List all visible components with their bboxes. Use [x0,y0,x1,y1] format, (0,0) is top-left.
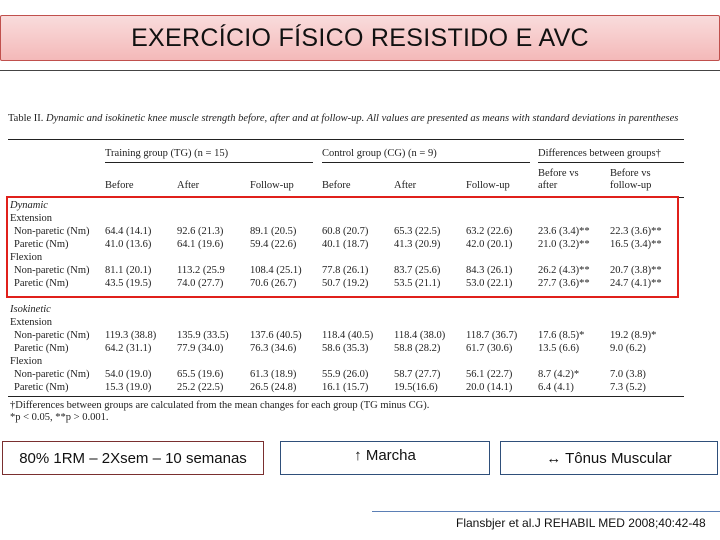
table-cell: 64.4 (14.1) [105,226,152,237]
row-label: Paretic (Nm) [14,382,69,393]
table-cell: 56.1 (22.7) [466,369,513,380]
group-header-tg: Training group (TG) (n = 15) [105,148,229,159]
row-label: Paretic (Nm) [14,278,69,289]
table-cell: 53.5 (21.1) [394,278,441,289]
table-cell: 70.6 (26.7) [250,278,297,289]
row-label: Non-paretic (Nm) [14,226,90,237]
group-rule-diff [538,162,684,163]
group-header-diff: Differences between groups† [538,148,661,159]
table-cell: 58.6 (35.3) [322,343,369,354]
table-cell: 118.7 (36.7) [466,330,518,341]
col-header-diff-before-followup-1: Before vs [610,168,651,179]
table-cell: 119.3 (38.8) [105,330,157,341]
table-cell: 13.5 (6.6) [538,343,580,354]
table-cell: 23.6 (3.4)** [538,226,590,237]
table-cell: 7.3 (5.2) [610,382,646,393]
table-cell: 25.2 (22.5) [177,382,224,393]
col-header-tg-after: After [177,180,200,191]
table-cell: 59.4 (22.6) [250,239,297,250]
title-divider [0,70,720,71]
table-cell: 19.2 (8.9)* [610,330,657,341]
section-isokinetic-extension: Extension [10,317,52,328]
gait-text: ↑ Marcha [354,447,416,464]
section-dynamic-flexion: Flexion [10,252,43,263]
table-cell: 113.2 (25.9 [177,265,225,276]
table-cell: 64.2 (31.1) [105,343,152,354]
table-cell: 21.0 (3.2)** [538,239,590,250]
slide-title-box [0,15,720,61]
table-cell: 41.3 (20.9) [394,239,441,250]
table-cell: 135.9 (33.5) [177,330,229,341]
table-cell: 43.5 (19.5) [105,278,152,289]
table-cell: 118.4 (38.0) [394,330,446,341]
table-cell: 15.3 (19.0) [105,382,152,393]
table-cell: 92.6 (21.3) [177,226,224,237]
table-cell: 81.1 (20.1) [105,265,152,276]
group-rule-cg [322,162,530,163]
table-cell: 60.8 (20.7) [322,226,369,237]
table-cell: 61.7 (30.6) [466,343,513,354]
table-cell: 74.0 (27.7) [177,278,224,289]
table-cell: 76.3 (34.6) [250,343,297,354]
table-cell: 26.2 (4.3)** [538,265,590,276]
section-isokinetic-flexion: Flexion [10,356,43,367]
table-cell: 83.7 (25.6) [394,265,441,276]
table-top-rule [8,139,684,140]
tone-text: ↔ Tônus Muscular [546,449,672,467]
table-cell: 84.3 (26.1) [466,265,513,276]
gait-box [280,441,490,475]
table-bottom-rule [8,396,684,397]
table-cell: 89.1 (20.5) [250,226,297,237]
table-cell: 9.0 (6.2) [610,343,646,354]
table-cell: 27.7 (3.6)** [538,278,590,289]
table-cell: 19.5(16.6) [394,382,438,393]
row-label: Paretic (Nm) [14,239,69,250]
table-cell: 41.0 (13.6) [105,239,152,250]
results-table [0,108,690,430]
table-cell: 42.0 (20.1) [466,239,513,250]
row-label: Non-paretic (Nm) [14,369,90,380]
table-caption-text: Dynamic and isokinetic knee muscle strength before, after and at follow-up. All values are presented as means with standard deviations in parentheses [46,113,679,124]
table-cell: 58.8 (28.2) [394,343,441,354]
table-cell: 118.4 (40.5) [322,330,374,341]
table-cell: 6.4 (4.1) [538,382,574,393]
table-cell: 77.9 (34.0) [177,343,224,354]
table-cell: 61.3 (18.9) [250,369,297,380]
section-dynamic: Dynamic [10,200,48,211]
table-cell: 26.5 (24.8) [250,382,297,393]
table-cell: 64.1 (19.6) [177,239,224,250]
table-cell: 20.0 (14.1) [466,382,513,393]
table-cell: 7.0 (3.8) [610,369,646,380]
reference-citation: Flansbjer et al.J REHABIL MED 2008;40:42-48 [456,516,706,530]
table-cell: 17.6 (8.5)* [538,330,585,341]
footnote-significance: *p < 0.05, **p > 0.001. [10,412,109,423]
table-cell: 108.4 (25.1) [250,265,302,276]
protocol-box [2,441,264,475]
col-header-tg-before: Before [105,180,134,191]
section-dynamic-extension: Extension [10,213,52,224]
table-cell: 65.5 (19.6) [177,369,224,380]
table-cell: 54.0 (19.0) [105,369,152,380]
tone-box [500,441,718,475]
group-rule-tg [105,162,313,163]
table-cell: 77.8 (26.1) [322,265,369,276]
col-header-cg-after: After [394,180,417,191]
row-label: Paretic (Nm) [14,343,69,354]
table-cell: 63.2 (22.6) [466,226,513,237]
reference-divider [372,511,720,512]
table-cell: 65.3 (22.5) [394,226,441,237]
table-cell: 50.7 (19.2) [322,278,369,289]
table-cell: 22.3 (3.6)** [610,226,662,237]
table-caption [8,113,684,125]
table-cell: 53.0 (22.1) [466,278,513,289]
slide-title: EXERCÍCIO FÍSICO RESISTIDO E AVC [131,23,589,52]
table-cell: 8.7 (4.2)* [538,369,580,380]
table-caption-label: Table II. [8,113,44,124]
table-cell: 16.5 (3.4)** [610,239,662,250]
footnote-differences: †Differences between groups are calculated from the mean changes for each group (TG minus CG). [10,400,430,411]
table-cell: 137.6 (40.5) [250,330,302,341]
col-header-diff-before-followup-2: follow-up [610,180,652,191]
row-label: Non-paretic (Nm) [14,330,90,341]
table-cell: 24.7 (4.1)** [610,278,662,289]
col-header-cg-followup: Follow-up [466,180,510,191]
col-header-diff-before-after-1: Before vs [538,168,579,179]
section-isokinetic: Isokinetic [10,304,51,315]
row-label: Non-paretic (Nm) [14,265,90,276]
dynamic-results-highlight [6,196,679,298]
group-header-cg: Control group (CG) (n = 9) [322,148,437,159]
table-cell: 55.9 (26.0) [322,369,369,380]
table-cell: 16.1 (15.7) [322,382,369,393]
protocol-text: 80% 1RM – 2Xsem – 10 semanas [19,449,247,467]
table-cell: 20.7 (3.8)** [610,265,662,276]
col-header-diff-before-after-2: after [538,180,558,191]
table-cell: 58.7 (27.7) [394,369,441,380]
col-header-tg-followup: Follow-up [250,180,294,191]
table-cell: 40.1 (18.7) [322,239,369,250]
col-header-cg-before: Before [322,180,351,191]
